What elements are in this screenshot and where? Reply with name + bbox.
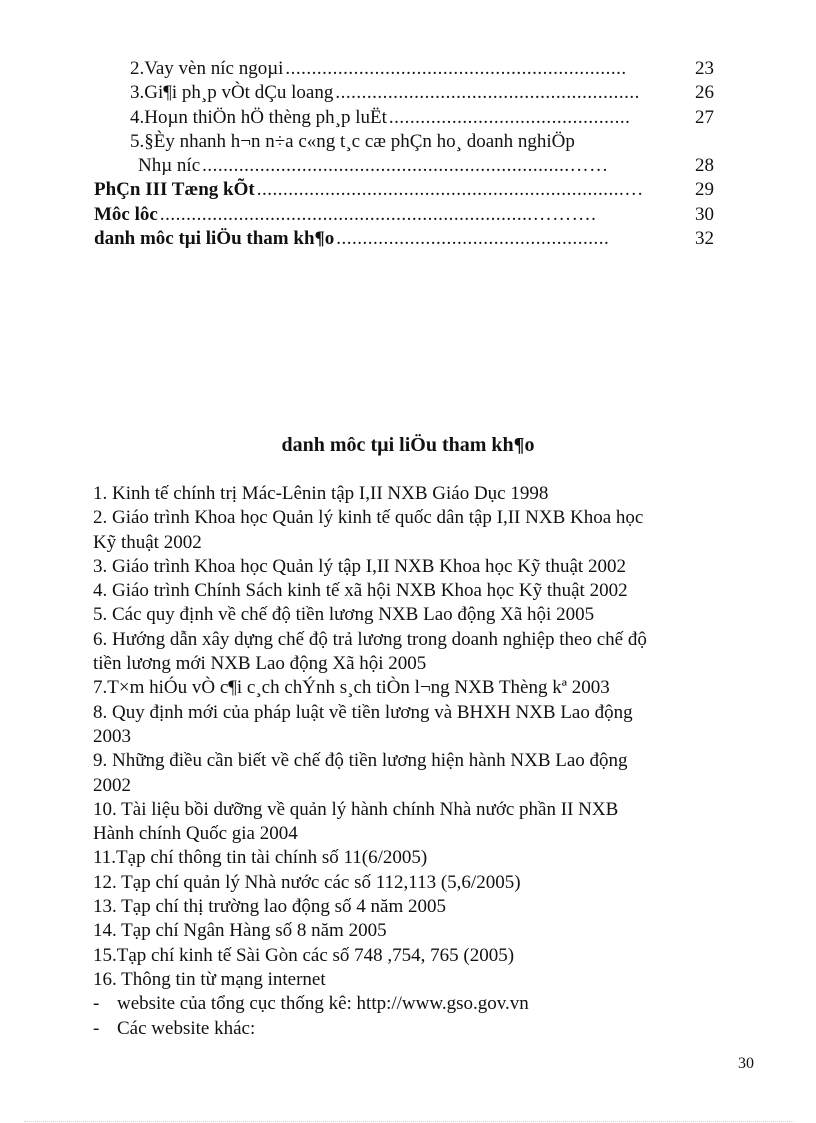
reference-line: 6. Hướng dẫn xây dựng chế độ trả lương trong doanh nghiệp theo chế độ — [93, 628, 647, 650]
toc-leader-dots: .......................................................................………. — [159, 203, 597, 225]
toc-page-number: 29 — [695, 179, 714, 201]
footer-divider — [24, 1121, 794, 1122]
toc-leader-dots: .................................................... — [336, 228, 610, 250]
toc-leader-dots: ......................................................................… — [256, 179, 644, 201]
reference-line: 13. Tạp chí thị trường lao động số 4 năm 2005 — [93, 896, 446, 918]
toc-row — [94, 57, 714, 81]
references-list — [93, 482, 743, 1041]
toc-page-number: 28 — [695, 155, 714, 177]
reference-line: 1. Kinh tế chính trị Mác-Lênin tập I,II NXB Giáo Dục 1998 — [93, 483, 549, 504]
toc-title: Môc lôc — [94, 203, 158, 225]
reference-line: 8. Quy định mới của pháp luật về tiền lương và BHXH NXB Lao động — [93, 701, 633, 723]
reference-line: 3. Giáo trình Khoa học Quản lý tập I,II NXB Khoa học Kỹ thuật 2002 — [93, 555, 626, 577]
toc-row — [94, 106, 714, 130]
reference-line: 5. Các quy định về chế độ tiền lương NXB Lao động Xã hội 2005 — [93, 604, 595, 626]
reference-line: tiền lương mới NXB Lao động Xã hội 2005 — [93, 653, 427, 675]
page-number: 30 — [738, 1055, 754, 1072]
reference-line: 16. Thông tin từ mạng internet — [93, 968, 326, 990]
toc-page-number: 27 — [695, 106, 714, 128]
table-of-contents — [94, 57, 714, 251]
dash-bullet: - — [93, 993, 100, 1015]
reference-bullet-text: Các website khác: — [117, 1017, 256, 1039]
toc-title: 2.Vay vèn níc ngoµi — [130, 58, 284, 79]
reference-line: 9. Những điều cần biết về chế độ tiền lương hiện hành NXB Lao động — [93, 750, 628, 772]
toc-row — [94, 81, 714, 105]
reference-line: Hành chính Quốc gia 2004 — [93, 823, 298, 845]
reference-line: 15.Tạp chí kinh tế Sài Gòn các số 748 ,754, 765 (2005) — [93, 944, 515, 966]
toc-leader-dots: ................................................................. — [285, 58, 627, 79]
reference-line: 2. Giáo trình Khoa học Quản lý kinh tế quốc dân tập I,II NXB Khoa học — [93, 507, 644, 529]
reference-line: 10. Tài liệu bồi dưỡng về quản lý hành chính Nhà nước phần II NXB — [93, 798, 619, 820]
dash-bullet: - — [93, 1017, 100, 1039]
reference-bullet-text: website của tổng cục thống kê: http://www.gso.gov.vn — [117, 993, 529, 1015]
toc-title: PhÇn III Tæng kÕt — [94, 179, 255, 201]
reference-bullet-line — [93, 992, 743, 1016]
toc-title: 4.Hoµn thiÖn hÖ thèng ph¸p luËt — [130, 106, 387, 128]
toc-leader-dots: .............................................. — [388, 106, 631, 128]
toc-title: 3.Gi¶i ph¸p vÒt dÇu loang — [130, 82, 334, 104]
toc-title: danh môc tµi liÖu tham kh¶o — [94, 228, 335, 250]
toc-page-number: 30 — [695, 203, 714, 225]
reference-bullet-line — [93, 1017, 743, 1041]
reference-line: 12. Tạp chí quản lý Nhà nước các số 112,113 (5,6/2005) — [93, 871, 521, 893]
reference-line: 2002 — [93, 774, 131, 796]
toc-title: 5.§Èy nhanh h¬n n÷a c«ng t¸c cæ phÇn ho¸ doanh nghiÖp — [130, 130, 575, 152]
toc-leader-dots: ......................................................................…… — [202, 155, 609, 177]
toc-row — [94, 203, 714, 227]
toc-page-number: 23 — [695, 58, 714, 79]
reference-line: 4. Giáo trình Chính Sách kinh tế xã hội NXB Khoa học Kỹ thuật 2002 — [93, 580, 628, 602]
toc-row — [94, 130, 714, 154]
toc-leader-dots: .......................................................... — [335, 82, 640, 104]
reference-line: Kỹ thuật 2002 — [93, 531, 202, 553]
toc-page-number: 32 — [695, 228, 714, 250]
toc-row — [94, 154, 714, 178]
reference-line: 7.T×m hiÓu vÒ c¶i c¸ch chÝnh s¸ch tiÒn l¬ng NXB Thèng kª 2003 — [93, 677, 610, 699]
toc-row — [94, 178, 714, 202]
references-heading: danh môc tµi liÖu tham kh¶o — [281, 434, 535, 456]
reference-line: 2003 — [93, 725, 131, 747]
toc-title: Nhµ níc — [138, 155, 201, 177]
reference-line: 14. Tạp chí Ngân Hàng số 8 năm 2005 — [93, 920, 387, 942]
toc-row — [94, 227, 714, 251]
toc-page-number: 26 — [695, 82, 714, 104]
reference-line: 11.Tạp chí thông tin tài chính số 11(6/2005) — [93, 847, 428, 869]
